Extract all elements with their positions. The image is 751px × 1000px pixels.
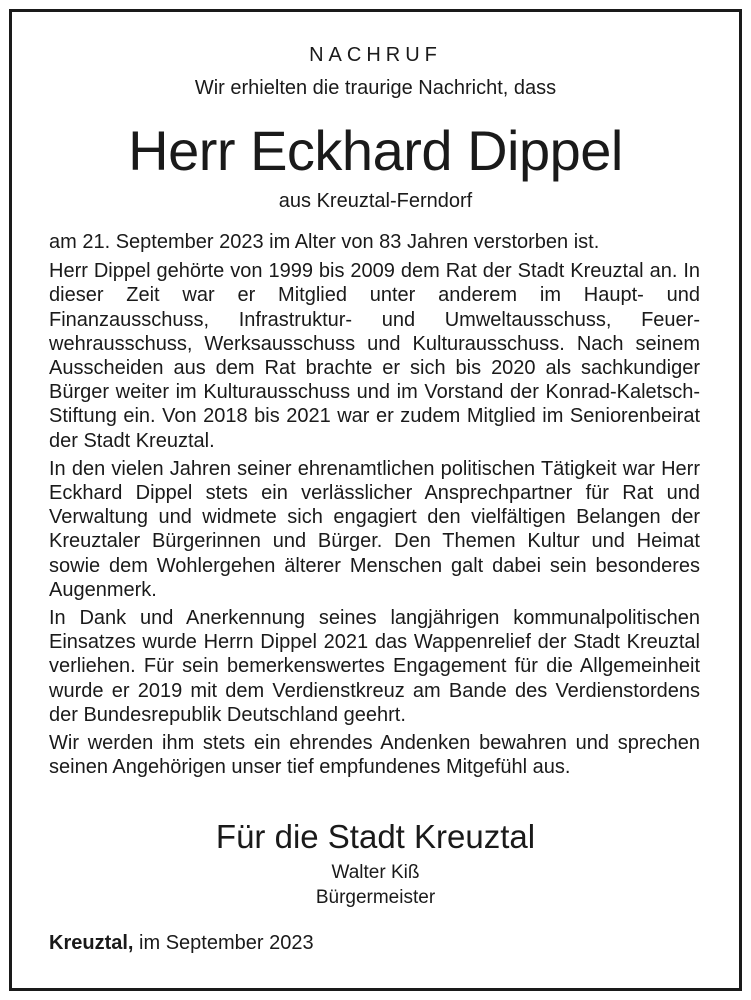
intro-text: Wir erhielten die traurige Nachricht, dass bbox=[194, 77, 557, 99]
obituary-body bbox=[49, 230, 700, 783]
deceased-name: Herr Eckhard Dippel bbox=[128, 119, 623, 182]
date-text: im September 2023 bbox=[139, 932, 314, 954]
signature-organization: Für die Stadt Kreuztal bbox=[215, 818, 536, 855]
place-name: Kreuztal, bbox=[49, 932, 134, 954]
obituary-heading: NACHRUF bbox=[309, 44, 442, 66]
paragraph-political-activity: In den vielen Jahren seiner ehrenamtlichen politischen Tätigkeit war Herr Eckhard Dippel stets ein verlässlicher Ansprechpartner für Rat und Verwaltung und widmete sich engagiert den vielfältigen Belangen der Kreuztaler Bürgerinnen und Bürger. Den Themen Kultur und Heimat sowie dem Wohlergehen älterer Menschen galt dabei sein besonderes Augenmerk. bbox=[49, 457, 700, 601]
signature-title: Bürgermeister bbox=[315, 887, 436, 908]
signature-person: Walter Kiß bbox=[331, 862, 420, 883]
paragraph-condolences: Wir werden ihm stets ein ehrendes Andenken bewahren und sprechen seinen Angehörigen unser tief empfundenes Mitgefühl aus. bbox=[49, 732, 700, 779]
place-date-line bbox=[49, 932, 314, 955]
paragraph-death-notice: am 21. September 2023 im Alter von 83 Jahren verstorben ist. bbox=[49, 231, 600, 253]
paragraph-council-service: Herr Dippel gehörte von 1999 bis 2009 dem Rat der Stadt Kreuztal an. In dieser Zeit war er Mitglied unter anderem im Haupt- und Finanzausschuss, Infrastruktur- und Umweltausschuss, Feuerwehrausschuss, Werksausschuss und Kulturausschuss. Nach seinem Ausscheiden aus dem Rat brachte er sich bis 2020 als sachkundiger Bürger weiter im Kulturausschuss und im Vorstand der Konrad-Kaletsch-Stiftung ein. Von 2018 bis 2021 war er zudem Mitglied im Seniorenbeirat der Stadt Kreuztal. bbox=[49, 260, 700, 452]
deceased-origin: aus Kreuztal-Ferndorf bbox=[278, 190, 473, 212]
paragraph-honours: In Dank und Anerkennung seines langjährigen kommunalpolitischen Einsatzes wurde Herrn Dippel 2021 das Wappenrelief der Stadt Kreuztal verliehen. Für sein bemerkenswertes Engagement für die Allgemeinheit wurde er 2019 mit dem Verdienstkreuz am Bande des Verdienstordens der Bundesrepublik Deutschland geehrt. bbox=[49, 607, 700, 726]
